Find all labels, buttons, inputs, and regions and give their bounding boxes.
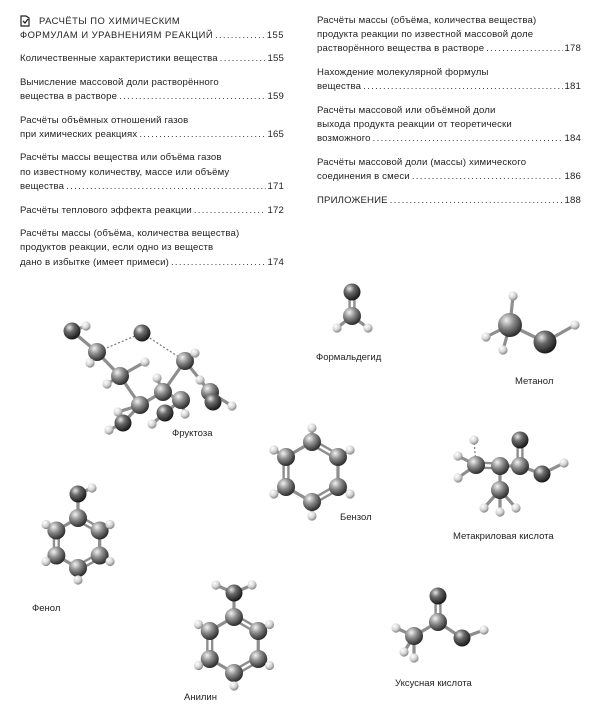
- hydrogen-atom: [195, 375, 204, 384]
- oxygen-atom: [157, 405, 174, 422]
- carbon-atom: [511, 457, 529, 475]
- methacrylic-acid-molecule: [453, 432, 568, 517]
- toc-entry-text: вещества: [317, 81, 362, 93]
- hydrogen-atom: [41, 520, 50, 529]
- hydrogen-atom: [152, 373, 161, 382]
- carbon-atom: [329, 478, 347, 496]
- oxygen-atom: [134, 325, 151, 342]
- toc-entry-text: соединения в смеси: [317, 171, 410, 183]
- hydrogen-atom: [113, 407, 122, 416]
- aniline-molecule: [194, 580, 274, 690]
- hydrogen-atom: [559, 458, 568, 467]
- hydrogen-atom: [346, 445, 355, 454]
- carbon-atom: [343, 307, 361, 325]
- hydrogen-atom: [194, 620, 203, 629]
- toc-page-number: 174: [267, 256, 284, 268]
- hydrogen-atom: [81, 321, 90, 330]
- carbon-atom: [405, 627, 423, 645]
- hydrogen-atom: [211, 580, 220, 589]
- oxygen-atom: [344, 284, 361, 301]
- toc-page-number: 159: [267, 90, 284, 102]
- hydrogen-atom: [570, 320, 579, 329]
- methacrylic-acid-label: Метакриловая кислота: [453, 531, 554, 542]
- hydrogen-atom: [190, 348, 199, 357]
- toc-entry-text: Расчёты массовой доли (массы) химического: [317, 157, 527, 169]
- acetic-acid-label: Уксусная кислота: [395, 678, 472, 689]
- toc-entry-text: продуктов реакции, если одно из веществ: [20, 242, 214, 254]
- methanol-label: Метанол: [515, 376, 554, 387]
- carbon-atom: [498, 313, 522, 337]
- phenol-label: Фенол: [32, 603, 61, 614]
- toc-entry-text: Расчёты массы вещества или объёма газов: [20, 152, 222, 164]
- oxygen-atom: [430, 588, 447, 605]
- hydrogen-atom: [41, 557, 50, 566]
- hydrogen-atom: [346, 489, 355, 498]
- oxygen-atom: [64, 323, 81, 340]
- carbon-atom: [201, 650, 219, 668]
- carbon-atom: [277, 448, 295, 466]
- carbon-atom: [491, 481, 509, 499]
- toc-page-number: 165: [267, 128, 284, 140]
- toc-entry-text: по известному количеству, массе или объёму: [20, 166, 230, 178]
- benzene-label: Бензол: [340, 512, 372, 523]
- hydrogen-atom: [479, 503, 488, 512]
- carbon-atom: [277, 478, 295, 496]
- toc-entry-text: при химических реакциях: [20, 128, 138, 140]
- hydrogen-atom: [453, 451, 462, 460]
- benzene-molecule: [269, 423, 354, 520]
- hydrogen-atom: [391, 623, 400, 632]
- hydrogen-atom: [140, 357, 149, 366]
- oxygen-atom: [70, 486, 87, 503]
- fructose-label: Фруктоза: [172, 428, 213, 439]
- carbon-atom: [225, 664, 243, 682]
- carbon-atom: [303, 493, 321, 511]
- toc-entry-text: выхода продукта реакции от теоретически: [317, 119, 512, 131]
- methanol-molecule: [481, 291, 579, 354]
- hydrogen-atom: [307, 511, 316, 520]
- hydrogen-atom: [498, 345, 507, 354]
- carbon-atom: [201, 622, 219, 640]
- toc-page-number: 155: [266, 29, 284, 41]
- phenol-molecule: [41, 483, 114, 584]
- formaldehyde-label: Формальдегид: [316, 352, 382, 363]
- hydrogen-atom: [307, 423, 316, 432]
- toc-page-number: 186: [564, 171, 581, 183]
- hydrogen-atom: [453, 473, 462, 482]
- toc-page-number: 188: [564, 195, 581, 207]
- hydrogen-atom: [479, 625, 488, 634]
- carbon-atom: [467, 456, 485, 474]
- toc-entry-text: Расчёты массовой или объёмной доли: [317, 105, 496, 117]
- toc-entry-text: Расчёты объёмных отношений газов: [20, 114, 189, 126]
- oxygen-atom: [454, 630, 471, 647]
- toc-page-number: 178: [564, 43, 581, 55]
- carbon-atom: [69, 559, 87, 577]
- toc-page-number: 171: [267, 180, 284, 192]
- hydrogen-atom: [194, 661, 203, 670]
- toc-entry-text: растворённого вещества в растворе: [317, 43, 485, 55]
- nitrogen-atom: [226, 585, 243, 602]
- carbon-atom: [154, 383, 172, 401]
- carbon-atom: [303, 433, 321, 451]
- hydrogen-atom: [265, 620, 274, 629]
- hydrogen-atom: [147, 419, 156, 428]
- toc-entry-text: ФОРМУЛАМ И УРАВНЕНИЯМ РЕАКЦИЙ: [20, 29, 214, 41]
- carbon-atom: [111, 367, 129, 385]
- hydrogen-atom: [73, 575, 82, 584]
- carbon-atom: [131, 396, 149, 414]
- hydrogen-atom: [227, 401, 236, 410]
- toc-entry-text: продукта реакции по известной массовой доле: [317, 29, 534, 41]
- hydrogen-atom: [229, 681, 238, 690]
- toc-page-number: 155: [267, 52, 284, 64]
- hydrogen-atom: [102, 379, 111, 388]
- carbon-atom: [249, 650, 267, 668]
- carbon-atom: [225, 608, 243, 626]
- oxygen-atom: [512, 432, 529, 449]
- oxygen-atom: [534, 331, 557, 354]
- hydrogen-atom: [85, 358, 94, 367]
- acetic-acid-molecule: [391, 588, 488, 663]
- hydrogen-atom: [469, 435, 478, 444]
- carbon-atom: [172, 391, 190, 409]
- hydrogen-atom: [409, 653, 418, 662]
- toc-entry-text: Расчёты массы (объёма, количества вещества): [317, 15, 537, 26]
- toc-entry-text: вещества в растворе: [20, 90, 118, 102]
- hydrogen-atom: [332, 323, 341, 332]
- carbon-atom: [329, 448, 347, 466]
- toc-entry-text: дано в избытке (имеет примеси): [20, 256, 169, 268]
- carbon-atom: [249, 622, 267, 640]
- hydrogen-atom: [105, 520, 114, 529]
- hydrogen-atom: [269, 489, 278, 498]
- hydrogen-atom: [481, 332, 490, 341]
- carbon-atom: [429, 613, 447, 631]
- hydrogen-atom: [363, 323, 372, 332]
- aniline-label: Анилин: [184, 692, 217, 703]
- hydrogen-atom: [265, 661, 274, 670]
- hydrogen-atom: [247, 580, 256, 589]
- hydrogen-atom: [508, 291, 517, 300]
- hydrogen-atom: [104, 425, 113, 434]
- oxygen-atom: [205, 394, 222, 411]
- carbon-atom: [69, 509, 87, 527]
- oxygen-atom: [534, 466, 551, 483]
- toc-entry-text: Количественные характеристики вещества: [20, 52, 218, 64]
- hydrogen-atom: [511, 503, 520, 512]
- toc-entry-text: Нахождение молекулярной формулы: [317, 67, 489, 79]
- toc-entry-text: Расчёты теплового эффекта реакции: [20, 204, 192, 216]
- toc-entry-text: РАСЧЁТЫ ПО ХИМИЧЕСКИМ: [39, 15, 181, 26]
- toc-entry-text: Вычисление массовой доли растворённого: [20, 76, 219, 88]
- oxygen-atom: [115, 415, 132, 432]
- hydrogen-atom: [269, 445, 278, 454]
- hydrogen-atom: [87, 483, 96, 492]
- hydrogen-atom: [399, 647, 408, 656]
- toc-entry-text: вещества: [20, 180, 65, 192]
- carbon-atom: [88, 343, 106, 361]
- toc-entry-text: ПРИЛОЖЕНИЕ: [317, 195, 388, 207]
- toc-page-number: 181: [564, 81, 581, 93]
- toc-entry-text: Расчёты массы (объёма, количества вещества): [20, 228, 240, 240]
- formaldehyde-molecule: [332, 284, 372, 333]
- hydrogen-atom: [180, 409, 189, 418]
- toc-entry-text: возможного: [317, 133, 371, 145]
- hydrogen-atom: [105, 557, 114, 566]
- fructose-molecule: [64, 321, 237, 434]
- toc-page-number: 172: [267, 204, 284, 216]
- toc-page-number: 184: [564, 133, 581, 145]
- carbon-atom: [491, 457, 509, 475]
- hydrogen-atom: [495, 507, 504, 516]
